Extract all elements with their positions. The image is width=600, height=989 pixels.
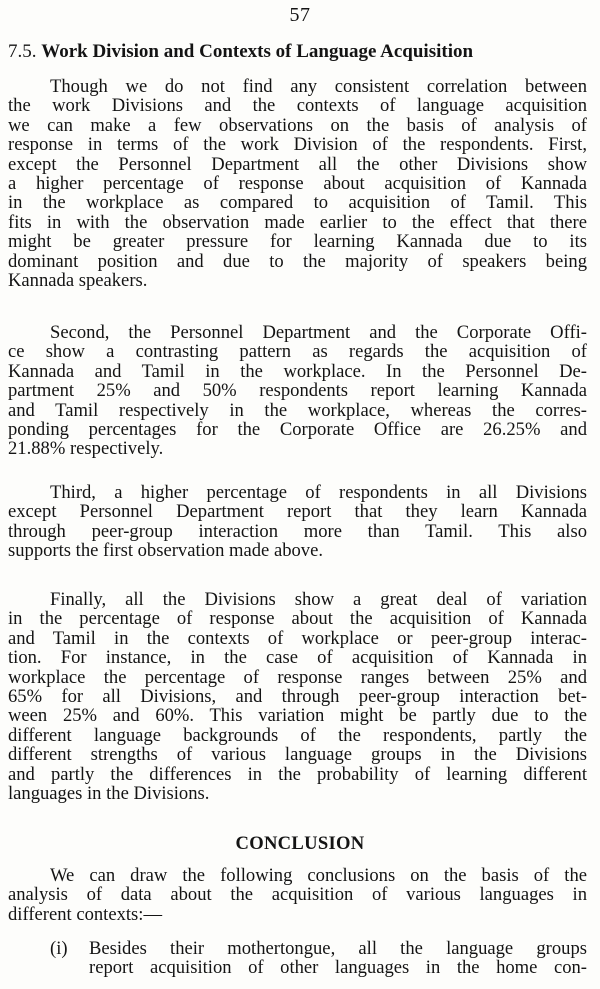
text-line: we can make a few observations on the basis of analysis of — [8, 114, 587, 136]
text-line: ween 25% and 60%. This variation might be partly due to the — [8, 705, 587, 727]
text-line: and partly the differences in the probability of learning different — [8, 763, 587, 785]
text-line: fits in with the observation made earlier to the effect that there — [8, 211, 587, 233]
text-line: ponding percentages for the Corporate Office are 26.25% and — [8, 419, 587, 441]
page-number: 57 — [289, 4, 311, 26]
text-line: except Personnel Department report that they learn Kannada — [8, 501, 587, 523]
text-line: analysis of data about the acquisition of various languages in — [8, 884, 587, 906]
text-line: different strengths of various language groups in the Divisions — [8, 744, 587, 766]
text-line: and Tamil in the contexts of workplace or peer-group interac- — [8, 627, 587, 649]
section-title: Work Division and Contexts of Language Acquisition — [41, 41, 474, 62]
text-line: Third, a higher percentage of respondents in all Divisions — [50, 482, 587, 503]
text-line: 65% for all Divisions, and through peer-group interaction bet- — [8, 686, 587, 708]
text-line: and Tamil respectively in the workplace, whereas the corres- — [8, 399, 587, 421]
text-line: partment 25% and 50% respondents report learning Kannada — [8, 380, 587, 402]
text-line: dominant position and due to the majority of speakers being — [8, 250, 587, 272]
text-line: the work Divisions and the contexts of language acquisition — [8, 95, 587, 117]
paragraph-2 — [8, 323, 587, 459]
text-line: 21.88% respectively. — [8, 438, 164, 460]
paragraph-4 — [8, 590, 587, 803]
list-marker: (i) — [50, 938, 68, 959]
text-line: languages in the Divisions. — [8, 783, 210, 805]
text-line: response in terms of the work Division of the respondents. First, — [8, 134, 587, 156]
text-line: Kannada speakers. — [8, 270, 148, 292]
text-line: tion. For instance, in the case of acquisition of Kannada in — [8, 647, 587, 669]
text-line: We can draw the following conclusions on the basis of the — [50, 865, 587, 886]
text-line: Kannada and Tamil in the workplace. In the Personnel De- — [8, 360, 587, 382]
text-line: Finally, all the Divisions show a great deal of variation — [50, 589, 587, 610]
text-line: through peer-group interaction more than Tamil. This also — [8, 520, 587, 542]
conclusion-heading: CONCLUSION — [235, 833, 365, 854]
paragraph-1 — [8, 77, 587, 290]
text-line: ce show a contrasting pattern as regards the acquisition of — [8, 341, 587, 363]
text-line: Besides their mothertongue, all the language groups — [89, 938, 587, 959]
text-line: report acquisition of other languages in the home con- — [89, 957, 587, 979]
text-line: workplace the percentage of response ranges between 25% and — [8, 666, 587, 688]
text-line: Though we do not find any consistent correlation between — [50, 76, 587, 97]
text-line: in the percentage of response about the acquisition of Kannada — [8, 608, 587, 630]
text-line: might be greater pressure for learning Kannada due to its — [8, 231, 587, 253]
paragraph-3 — [8, 483, 587, 561]
text-line: supports the first observation made above. — [8, 540, 323, 562]
text-line: Second, the Personnel Department and the Corporate Offi- — [50, 322, 587, 343]
text-line: different language backgrounds of the respondents, partly the — [8, 724, 587, 746]
text-line: except the Personnel Department all the other Divisions show — [8, 153, 587, 175]
section-heading — [8, 40, 588, 64]
text-line: different contexts:— — [8, 903, 163, 925]
list-item-body — [89, 939, 587, 978]
text-line: in the workplace as compared to acquisition of Tamil. This — [8, 192, 587, 214]
paragraph-5 — [8, 866, 587, 924]
text-line: a higher percentage of response about acquisition of Kannada — [8, 173, 587, 195]
section-number: 7.5. — [8, 41, 37, 62]
